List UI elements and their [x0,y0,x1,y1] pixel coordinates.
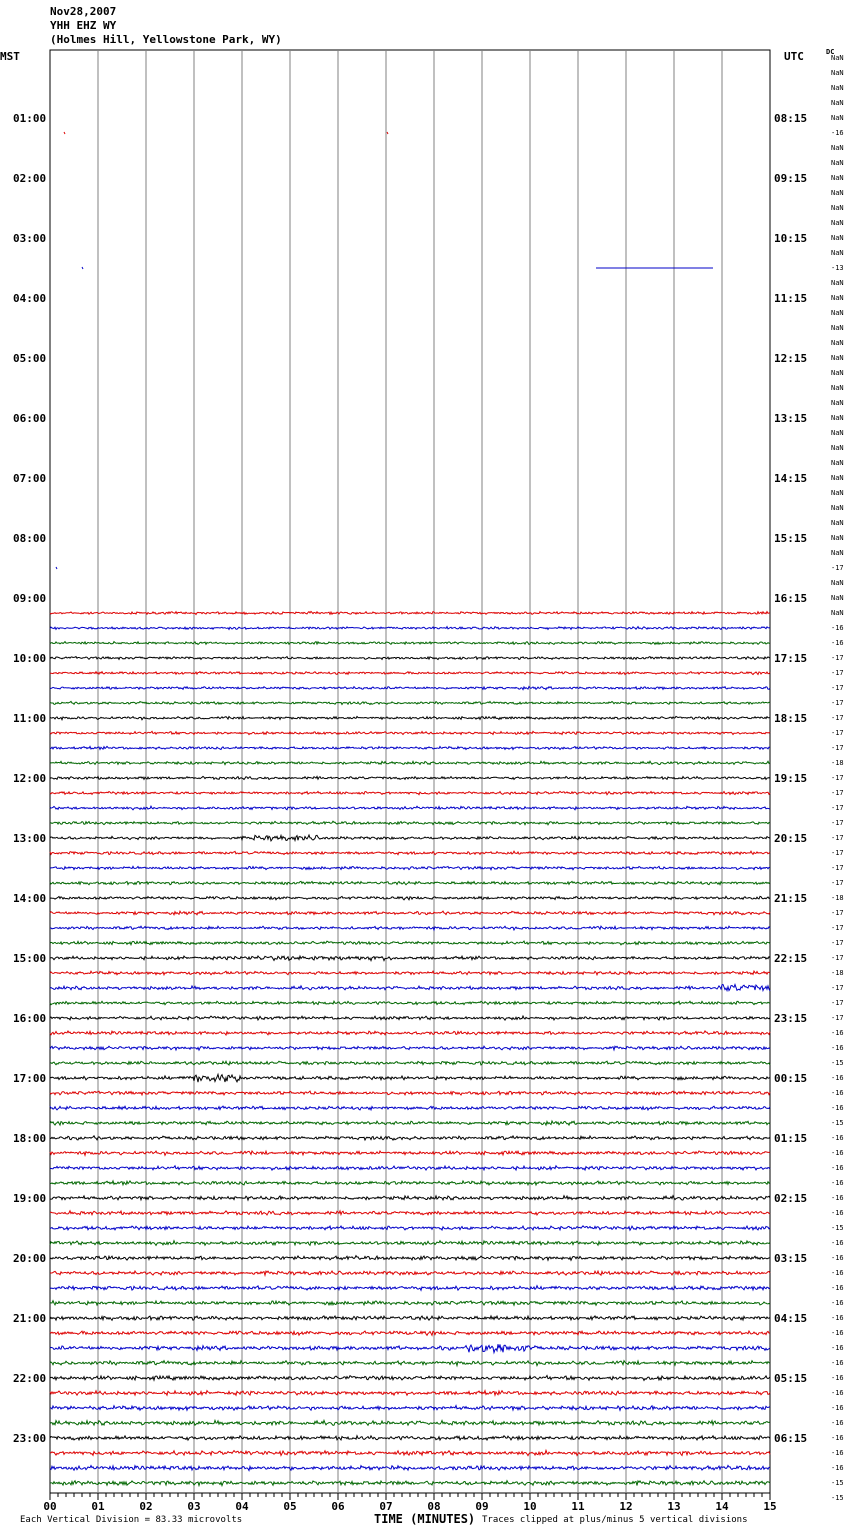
mst-hour-label: 23:00 [13,1432,47,1445]
trace-line [50,1196,770,1200]
dc-value: -16 [831,1194,844,1202]
trace-line [50,1450,770,1455]
utc-hour-label: 22:15 [774,952,808,965]
dc-value: -17 [831,909,844,917]
utc-hour-label: 08:15 [774,112,808,125]
mst-hour-label: 10:00 [13,652,47,665]
trace-line [50,1376,770,1381]
trace-line [50,1016,770,1020]
trace-line [50,1406,770,1411]
dc-value: -16 [831,1299,844,1307]
trace-line [50,1136,770,1140]
mst-hour-label: 22:00 [13,1372,47,1385]
dc-value: -17 [831,564,844,572]
dc-value: -17 [831,669,844,677]
dc-value: -16 [831,1029,844,1037]
utc-hour-label: 14:15 [774,472,808,485]
trace-dot [82,267,83,269]
trace-line [50,1151,770,1155]
dc-value: NaN [831,294,844,302]
trace-line [50,1106,770,1110]
utc-hour-label: 12:15 [774,352,808,365]
trace-line [50,731,770,734]
x-tick-label: 09 [475,1500,489,1513]
dc-value: -17 [831,654,844,662]
utc-hour-label: 03:15 [774,1252,808,1265]
dc-value: NaN [831,609,844,617]
dc-value: -17 [831,714,844,722]
dc-value: -17 [831,849,844,857]
mst-hour-label: 14:00 [13,892,47,905]
dc-value: NaN [831,84,844,92]
x-tick-label: 04 [235,1500,249,1513]
trace-line [50,1391,770,1396]
utc-hour-label: 19:15 [774,772,808,785]
trace-line [50,1256,770,1261]
dc-value: NaN [831,354,844,362]
dc-value: -17 [831,684,844,692]
header-location: (Holmes Hill, Yellowstone Park, WY) [50,33,282,46]
trace-line [50,1481,770,1486]
trace-line [50,1436,770,1440]
mst-hour-label: 05:00 [13,352,47,365]
utc-hour-label: 17:15 [774,652,808,665]
mst-hour-label: 07:00 [13,472,47,485]
dc-value: -17 [831,804,844,812]
dc-value: NaN [831,309,844,317]
dc-value: -16 [831,639,844,647]
dc-value: -16 [831,1359,844,1367]
mst-hour-label: 17:00 [13,1072,47,1085]
dc-value: -16 [831,1374,844,1382]
x-tick-label: 03 [187,1500,201,1513]
dc-value: -13 [831,264,844,272]
dc-value: NaN [831,429,844,437]
mst-hour-label: 09:00 [13,592,47,605]
dc-value: NaN [831,204,844,212]
dc-value: -16 [831,1449,844,1457]
utc-hour-label: 11:15 [774,292,808,305]
dc-value: NaN [831,114,844,122]
dc-value: -16 [831,1164,844,1172]
dc-value: -15 [831,1119,844,1127]
trace-line [50,956,770,961]
dc-value: NaN [831,534,844,542]
trace-line [50,716,770,719]
trace-dot [56,567,57,569]
dc-value: NaN [831,504,844,512]
dc-value: -17 [831,864,844,872]
trace-line [50,896,770,899]
trace-line [50,1301,770,1306]
dc-value: NaN [831,234,844,242]
trace-line [50,642,770,645]
scale-note: Each Vertical Division = 83.33 microvolts [20,1515,243,1525]
dc-value: -17 [831,954,844,962]
trace-line [50,1271,770,1275]
dc-value: NaN [831,459,844,467]
dc-value: -16 [831,1254,844,1262]
trace-line [50,1181,770,1185]
x-tick-label: 10 [523,1500,537,1513]
dc-value: -16 [831,1419,844,1427]
dc-value: -16 [831,624,844,632]
dc-value: -16 [831,1404,844,1412]
mst-hour-label: 19:00 [13,1192,47,1205]
trace-line [50,1121,770,1125]
trace-line [50,926,770,930]
dc-value: -17 [831,744,844,752]
utc-hour-label: 21:15 [774,892,808,905]
utc-hour-label: 23:15 [774,1012,808,1025]
dc-value: NaN [831,189,844,197]
dc-value: -18 [831,759,844,767]
dc-value: -16 [831,129,844,137]
trace-line [50,881,770,884]
trace-line [50,1331,770,1335]
dc-value: NaN [831,384,844,392]
x-tick-label: 12 [619,1500,633,1513]
dc-value: -16 [831,1329,844,1337]
trace-line [50,1241,770,1246]
dc-value: -16 [831,1179,844,1187]
trace-dot [387,132,388,134]
trace-line [50,1465,770,1470]
dc-value: -16 [831,1434,844,1442]
mst-hour-label: 15:00 [13,952,47,965]
trace-line [50,687,770,690]
dc-value: -15 [831,1494,844,1502]
dc-value: -17 [831,999,844,1007]
trace-line [50,1031,770,1035]
mst-hour-label: 11:00 [13,712,47,725]
trace-line [50,985,770,991]
dc-value: -17 [831,819,844,827]
trace-line [50,791,770,794]
dc-value: -16 [831,1464,844,1472]
trace-line [50,851,770,855]
traces [50,132,770,1486]
trace-line [50,627,770,630]
trace-line [50,1420,770,1425]
dc-value: NaN [831,339,844,347]
header-station: YHH EHZ WY [50,19,117,32]
dc-value: -18 [831,894,844,902]
dc-value: -17 [831,1014,844,1022]
utc-hour-label: 10:15 [774,232,808,245]
trace-line [50,941,770,945]
trace-line [50,761,770,764]
dc-value: -16 [831,1389,844,1397]
dc-value: NaN [831,549,844,557]
utc-hour-label: 09:15 [774,172,808,185]
dc-value: -17 [831,834,844,842]
mst-axis-label: MST [0,50,20,63]
trace-line [50,746,770,749]
trace-line [50,1061,770,1065]
mst-hour-label: 04:00 [13,292,47,305]
mst-hour-label: 16:00 [13,1012,47,1025]
mst-hour-label: 08:00 [13,532,47,545]
utc-hour-label: 15:15 [774,532,808,545]
trace-dot [64,132,65,134]
mst-hour-label: 13:00 [13,832,47,845]
utc-hour-label: 01:15 [774,1132,808,1145]
trace-line [50,835,770,841]
trace-line [50,1361,770,1366]
dc-value: -17 [831,984,844,992]
trace-line [50,672,770,675]
trace-line [50,1091,770,1095]
trace-line [50,657,770,660]
trace-line [50,1001,770,1005]
utc-hour-label: 02:15 [774,1192,808,1205]
dc-value: -17 [831,699,844,707]
utc-hour-label: 18:15 [774,712,808,725]
utc-hour-label: 04:15 [774,1312,808,1325]
mst-hour-label: 20:00 [13,1252,47,1265]
trace-line [50,1286,770,1291]
dc-value: -15 [831,1479,844,1487]
dc-value: NaN [831,99,844,107]
x-tick-label: 07 [379,1500,393,1513]
trace-line [50,1226,770,1230]
mst-hour-label: 03:00 [13,232,47,245]
utc-hour-label: 05:15 [774,1372,808,1385]
trace-line [50,821,770,825]
dc-value: NaN [831,369,844,377]
mst-hour-label: 21:00 [13,1312,47,1325]
mst-hour-label: 18:00 [13,1132,47,1145]
dc-value: NaN [831,399,844,407]
mst-hour-label: 02:00 [13,172,47,185]
x-tick-label: 14 [715,1500,729,1513]
dc-value: NaN [831,444,844,452]
dc-value: NaN [831,324,844,332]
dc-value: NaN [831,594,844,602]
dc-label: DC [826,48,835,56]
dc-value: NaN [831,249,844,257]
clip-note: Traces clipped at plus/minus 5 vertical divisions [482,1515,748,1525]
dc-value: -16 [831,1089,844,1097]
dc-value: -17 [831,789,844,797]
x-tick-label: 00 [43,1500,57,1513]
utc-hour-label: 13:15 [774,412,808,425]
dc-value: NaN [831,414,844,422]
utc-hour-label: 16:15 [774,592,808,605]
trace-line [50,1211,770,1215]
plot-frame [50,50,770,1493]
utc-hour-label: 20:15 [774,832,808,845]
mst-hour-label: 12:00 [13,772,47,785]
utc-axis-label: UTC [784,50,804,63]
dc-value: -17 [831,729,844,737]
trace-line [50,806,770,810]
mst-hour-label: 06:00 [13,412,47,425]
x-axis-title: TIME (MINUTES) [374,1512,476,1526]
x-tick-label: 06 [331,1500,345,1513]
dc-value: NaN [831,579,844,587]
x-tick-label: 15 [763,1500,777,1513]
dc-value: NaN [831,159,844,167]
x-tick-label: 08 [427,1500,441,1513]
utc-hour-label: 00:15 [774,1072,808,1085]
dc-value: -15 [831,1059,844,1067]
x-tick-label: 01 [91,1500,105,1513]
dc-value: -16 [831,1284,844,1292]
x-tick-label: 11 [571,1500,585,1513]
trace-line [50,776,770,779]
trace-line [50,1074,770,1082]
trace-line [50,701,770,704]
dc-value: -18 [831,969,844,977]
dc-value: -17 [831,924,844,932]
header-date: Nov28,2007 [50,5,117,18]
trace-line [50,1316,770,1320]
dc-value: NaN [831,474,844,482]
x-tick-label: 05 [283,1500,297,1513]
dc-value: NaN [831,519,844,527]
labels [13,54,844,1513]
dc-value: -16 [831,1239,844,1247]
dc-value: -16 [831,1074,844,1082]
x-tick-label: 13 [667,1500,681,1513]
dc-value: -16 [831,1044,844,1052]
x-tick-label: 02 [139,1500,153,1513]
dc-value: NaN [831,489,844,497]
dc-value: NaN [831,219,844,227]
dc-value: NaN [831,54,844,62]
trace-line [50,1046,770,1050]
dc-value: -16 [831,1344,844,1352]
utc-hour-label: 06:15 [774,1432,808,1445]
mst-hour-label: 01:00 [13,112,47,125]
dc-value: NaN [831,69,844,77]
dc-value: -16 [831,1149,844,1157]
dc-value: NaN [831,144,844,152]
trace-line [50,911,770,915]
dc-value: -15 [831,1224,844,1232]
dc-value: -16 [831,1314,844,1322]
dc-value: -17 [831,774,844,782]
dc-value: NaN [831,279,844,287]
trace-line [50,1344,770,1352]
dc-value: -16 [831,1269,844,1277]
trace-line [50,971,770,975]
trace-line [50,866,770,869]
dc-value: -16 [831,1134,844,1142]
dc-value: -16 [831,1104,844,1112]
dc-value: NaN [831,174,844,182]
dc-value: -16 [831,1209,844,1217]
trace-line [50,611,770,614]
dc-value: -17 [831,879,844,887]
dc-value: -17 [831,939,844,947]
trace-line [50,1166,770,1170]
